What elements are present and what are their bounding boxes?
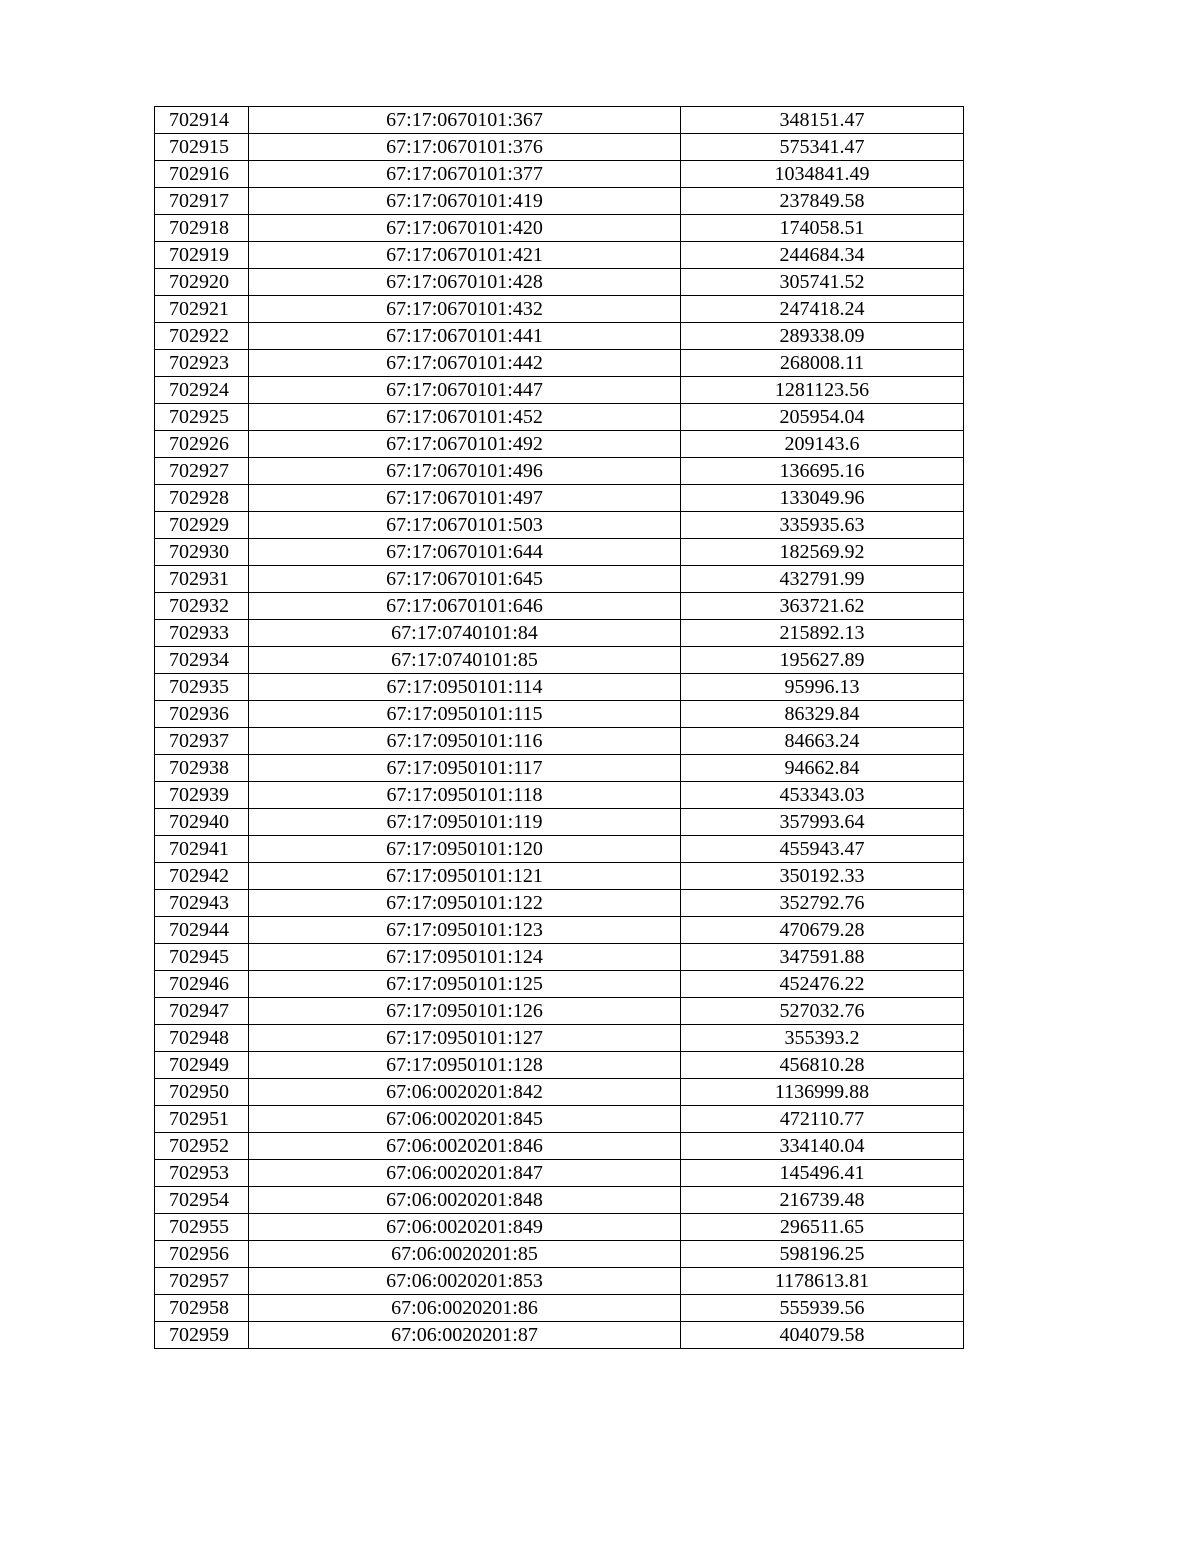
table-row <box>155 134 964 161</box>
cadastral-number-cell: 67:17:0950101:121 <box>249 863 681 890</box>
value-cell: 195627.89 <box>681 647 964 674</box>
table-row <box>155 890 964 917</box>
table-row <box>155 1079 964 1106</box>
cadastral-number-cell: 67:06:0020201:87 <box>249 1322 681 1349</box>
cadastral-number-cell: 67:17:0950101:127 <box>249 1025 681 1052</box>
cadastral-number-cell: 67:06:0020201:842 <box>249 1079 681 1106</box>
cadastral-number-cell: 67:17:0670101:442 <box>249 350 681 377</box>
row-number-cell: 702956 <box>155 1241 249 1268</box>
table-row <box>155 1025 964 1052</box>
value-cell: 334140.04 <box>681 1133 964 1160</box>
row-number-cell: 702958 <box>155 1295 249 1322</box>
value-cell: 432791.99 <box>681 566 964 593</box>
row-number-cell: 702921 <box>155 296 249 323</box>
row-number-cell: 702935 <box>155 674 249 701</box>
cadastral-number-cell: 67:17:0670101:428 <box>249 269 681 296</box>
row-number-cell: 702923 <box>155 350 249 377</box>
table-row <box>155 863 964 890</box>
cadastral-number-cell: 67:17:0950101:125 <box>249 971 681 998</box>
table-row <box>155 944 964 971</box>
cadastral-number-cell: 67:06:0020201:846 <box>249 1133 681 1160</box>
cadastral-number-cell: 67:17:0950101:118 <box>249 782 681 809</box>
row-number-cell: 702938 <box>155 755 249 782</box>
value-cell: 205954.04 <box>681 404 964 431</box>
table-row <box>155 323 964 350</box>
table-row <box>155 674 964 701</box>
value-cell: 472110.77 <box>681 1106 964 1133</box>
value-cell: 1136999.88 <box>681 1079 964 1106</box>
cadastral-number-cell: 67:17:0670101:441 <box>249 323 681 350</box>
value-cell: 452476.22 <box>681 971 964 998</box>
table-row <box>155 1052 964 1079</box>
table-row <box>155 242 964 269</box>
row-number-cell: 702916 <box>155 161 249 188</box>
table-row <box>155 566 964 593</box>
table-row <box>155 350 964 377</box>
value-cell: 145496.41 <box>681 1160 964 1187</box>
row-number-cell: 702954 <box>155 1187 249 1214</box>
table-row <box>155 539 964 566</box>
value-cell: 355393.2 <box>681 1025 964 1052</box>
row-number-cell: 702959 <box>155 1322 249 1349</box>
value-cell: 215892.13 <box>681 620 964 647</box>
row-number-cell: 702927 <box>155 458 249 485</box>
cadastral-number-cell: 67:06:0020201:853 <box>249 1268 681 1295</box>
table-body <box>155 107 964 1349</box>
value-cell: 598196.25 <box>681 1241 964 1268</box>
cadastral-number-cell: 67:17:0670101:367 <box>249 107 681 134</box>
cadastral-number-cell: 67:17:0950101:128 <box>249 1052 681 1079</box>
value-cell: 136695.16 <box>681 458 964 485</box>
cadastral-number-cell: 67:17:0670101:497 <box>249 485 681 512</box>
value-cell: 289338.09 <box>681 323 964 350</box>
row-number-cell: 702957 <box>155 1268 249 1295</box>
table-row <box>155 728 964 755</box>
row-number-cell: 702947 <box>155 998 249 1025</box>
cadastral-number-cell: 67:17:0670101:421 <box>249 242 681 269</box>
table-row <box>155 377 964 404</box>
cadastral-number-cell: 67:17:0670101:376 <box>249 134 681 161</box>
cadastral-number-cell: 67:17:0670101:420 <box>249 215 681 242</box>
row-number-cell: 702928 <box>155 485 249 512</box>
row-number-cell: 702925 <box>155 404 249 431</box>
row-number-cell: 702932 <box>155 593 249 620</box>
row-number-cell: 702914 <box>155 107 249 134</box>
row-number-cell: 702926 <box>155 431 249 458</box>
table-row <box>155 809 964 836</box>
row-number-cell: 702940 <box>155 809 249 836</box>
value-cell: 335935.63 <box>681 512 964 539</box>
value-cell: 352792.76 <box>681 890 964 917</box>
row-number-cell: 702955 <box>155 1214 249 1241</box>
table-row <box>155 512 964 539</box>
table-row <box>155 593 964 620</box>
value-cell: 1034841.49 <box>681 161 964 188</box>
cadastral-number-cell: 67:06:0020201:849 <box>249 1214 681 1241</box>
cadastral-number-cell: 67:17:0740101:85 <box>249 647 681 674</box>
value-cell: 268008.11 <box>681 350 964 377</box>
table-row <box>155 620 964 647</box>
value-cell: 555939.56 <box>681 1295 964 1322</box>
cadastral-number-cell: 67:17:0740101:84 <box>249 620 681 647</box>
row-number-cell: 702948 <box>155 1025 249 1052</box>
row-number-cell: 702946 <box>155 971 249 998</box>
row-number-cell: 702929 <box>155 512 249 539</box>
table-row <box>155 188 964 215</box>
table-row <box>155 971 964 998</box>
cadastral-number-cell: 67:17:0950101:117 <box>249 755 681 782</box>
cadastral-number-cell: 67:06:0020201:85 <box>249 1241 681 1268</box>
table-row <box>155 1214 964 1241</box>
cadastral-number-cell: 67:17:0670101:419 <box>249 188 681 215</box>
row-number-cell: 702951 <box>155 1106 249 1133</box>
value-cell: 348151.47 <box>681 107 964 134</box>
table-row <box>155 647 964 674</box>
value-cell: 453343.03 <box>681 782 964 809</box>
row-number-cell: 702952 <box>155 1133 249 1160</box>
table-row <box>155 917 964 944</box>
value-cell: 216739.48 <box>681 1187 964 1214</box>
row-number-cell: 702917 <box>155 188 249 215</box>
row-number-cell: 702945 <box>155 944 249 971</box>
value-cell: 404079.58 <box>681 1322 964 1349</box>
table-row <box>155 485 964 512</box>
row-number-cell: 702933 <box>155 620 249 647</box>
row-number-cell: 702944 <box>155 917 249 944</box>
table-row <box>155 782 964 809</box>
table-row <box>155 1160 964 1187</box>
value-cell: 84663.24 <box>681 728 964 755</box>
value-cell: 527032.76 <box>681 998 964 1025</box>
row-number-cell: 702918 <box>155 215 249 242</box>
row-number-cell: 702924 <box>155 377 249 404</box>
cadastral-number-cell: 67:06:0020201:845 <box>249 1106 681 1133</box>
table-row <box>155 404 964 431</box>
cadastral-number-cell: 67:17:0670101:644 <box>249 539 681 566</box>
cadastral-number-cell: 67:17:0950101:116 <box>249 728 681 755</box>
row-number-cell: 702934 <box>155 647 249 674</box>
value-cell: 86329.84 <box>681 701 964 728</box>
value-cell: 95996.13 <box>681 674 964 701</box>
table-row <box>155 431 964 458</box>
cadastral-number-cell: 67:06:0020201:847 <box>249 1160 681 1187</box>
value-cell: 455943.47 <box>681 836 964 863</box>
value-cell: 456810.28 <box>681 1052 964 1079</box>
table-row <box>155 269 964 296</box>
cadastral-number-cell: 67:06:0020201:848 <box>249 1187 681 1214</box>
value-cell: 174058.51 <box>681 215 964 242</box>
value-cell: 1281123.56 <box>681 377 964 404</box>
cadastral-value-table <box>154 106 964 1349</box>
table-row <box>155 701 964 728</box>
row-number-cell: 702949 <box>155 1052 249 1079</box>
value-cell: 357993.64 <box>681 809 964 836</box>
value-cell: 182569.92 <box>681 539 964 566</box>
table-row <box>155 296 964 323</box>
cadastral-number-cell: 67:17:0950101:126 <box>249 998 681 1025</box>
value-cell: 247418.24 <box>681 296 964 323</box>
value-cell: 363721.62 <box>681 593 964 620</box>
cadastral-number-cell: 67:17:0670101:645 <box>249 566 681 593</box>
cadastral-number-cell: 67:17:0670101:503 <box>249 512 681 539</box>
row-number-cell: 702939 <box>155 782 249 809</box>
table-row <box>155 1295 964 1322</box>
row-number-cell: 702943 <box>155 890 249 917</box>
table-row <box>155 1241 964 1268</box>
value-cell: 347591.88 <box>681 944 964 971</box>
cadastral-number-cell: 67:17:0670101:492 <box>249 431 681 458</box>
cadastral-number-cell: 67:17:0950101:119 <box>249 809 681 836</box>
row-number-cell: 702919 <box>155 242 249 269</box>
cadastral-number-cell: 67:17:0950101:115 <box>249 701 681 728</box>
cadastral-number-cell: 67:17:0950101:114 <box>249 674 681 701</box>
table-row <box>155 107 964 134</box>
cadastral-number-cell: 67:06:0020201:86 <box>249 1295 681 1322</box>
row-number-cell: 702915 <box>155 134 249 161</box>
value-cell: 1178613.81 <box>681 1268 964 1295</box>
value-cell: 470679.28 <box>681 917 964 944</box>
value-cell: 237849.58 <box>681 188 964 215</box>
table-row <box>155 1106 964 1133</box>
cadastral-number-cell: 67:17:0670101:496 <box>249 458 681 485</box>
cadastral-number-cell: 67:17:0670101:432 <box>249 296 681 323</box>
row-number-cell: 702920 <box>155 269 249 296</box>
cadastral-number-cell: 67:17:0950101:123 <box>249 917 681 944</box>
value-cell: 305741.52 <box>681 269 964 296</box>
value-cell: 133049.96 <box>681 485 964 512</box>
row-number-cell: 702953 <box>155 1160 249 1187</box>
value-cell: 244684.34 <box>681 242 964 269</box>
cadastral-number-cell: 67:17:0950101:120 <box>249 836 681 863</box>
table-row <box>155 1187 964 1214</box>
value-cell: 209143.6 <box>681 431 964 458</box>
table-row <box>155 836 964 863</box>
table-row <box>155 1133 964 1160</box>
table-row <box>155 215 964 242</box>
table-row <box>155 458 964 485</box>
row-number-cell: 702922 <box>155 323 249 350</box>
table-row <box>155 161 964 188</box>
value-cell: 575341.47 <box>681 134 964 161</box>
row-number-cell: 702931 <box>155 566 249 593</box>
row-number-cell: 702930 <box>155 539 249 566</box>
table-row <box>155 1268 964 1295</box>
value-cell: 296511.65 <box>681 1214 964 1241</box>
table-row <box>155 998 964 1025</box>
row-number-cell: 702950 <box>155 1079 249 1106</box>
cadastral-number-cell: 67:17:0950101:122 <box>249 890 681 917</box>
cadastral-number-cell: 67:17:0950101:124 <box>249 944 681 971</box>
cadastral-number-cell: 67:17:0670101:452 <box>249 404 681 431</box>
row-number-cell: 702941 <box>155 836 249 863</box>
table-row <box>155 1322 964 1349</box>
value-cell: 94662.84 <box>681 755 964 782</box>
row-number-cell: 702936 <box>155 701 249 728</box>
cadastral-number-cell: 67:17:0670101:377 <box>249 161 681 188</box>
table-row <box>155 755 964 782</box>
cadastral-number-cell: 67:17:0670101:646 <box>249 593 681 620</box>
row-number-cell: 702937 <box>155 728 249 755</box>
row-number-cell: 702942 <box>155 863 249 890</box>
value-cell: 350192.33 <box>681 863 964 890</box>
cadastral-number-cell: 67:17:0670101:447 <box>249 377 681 404</box>
